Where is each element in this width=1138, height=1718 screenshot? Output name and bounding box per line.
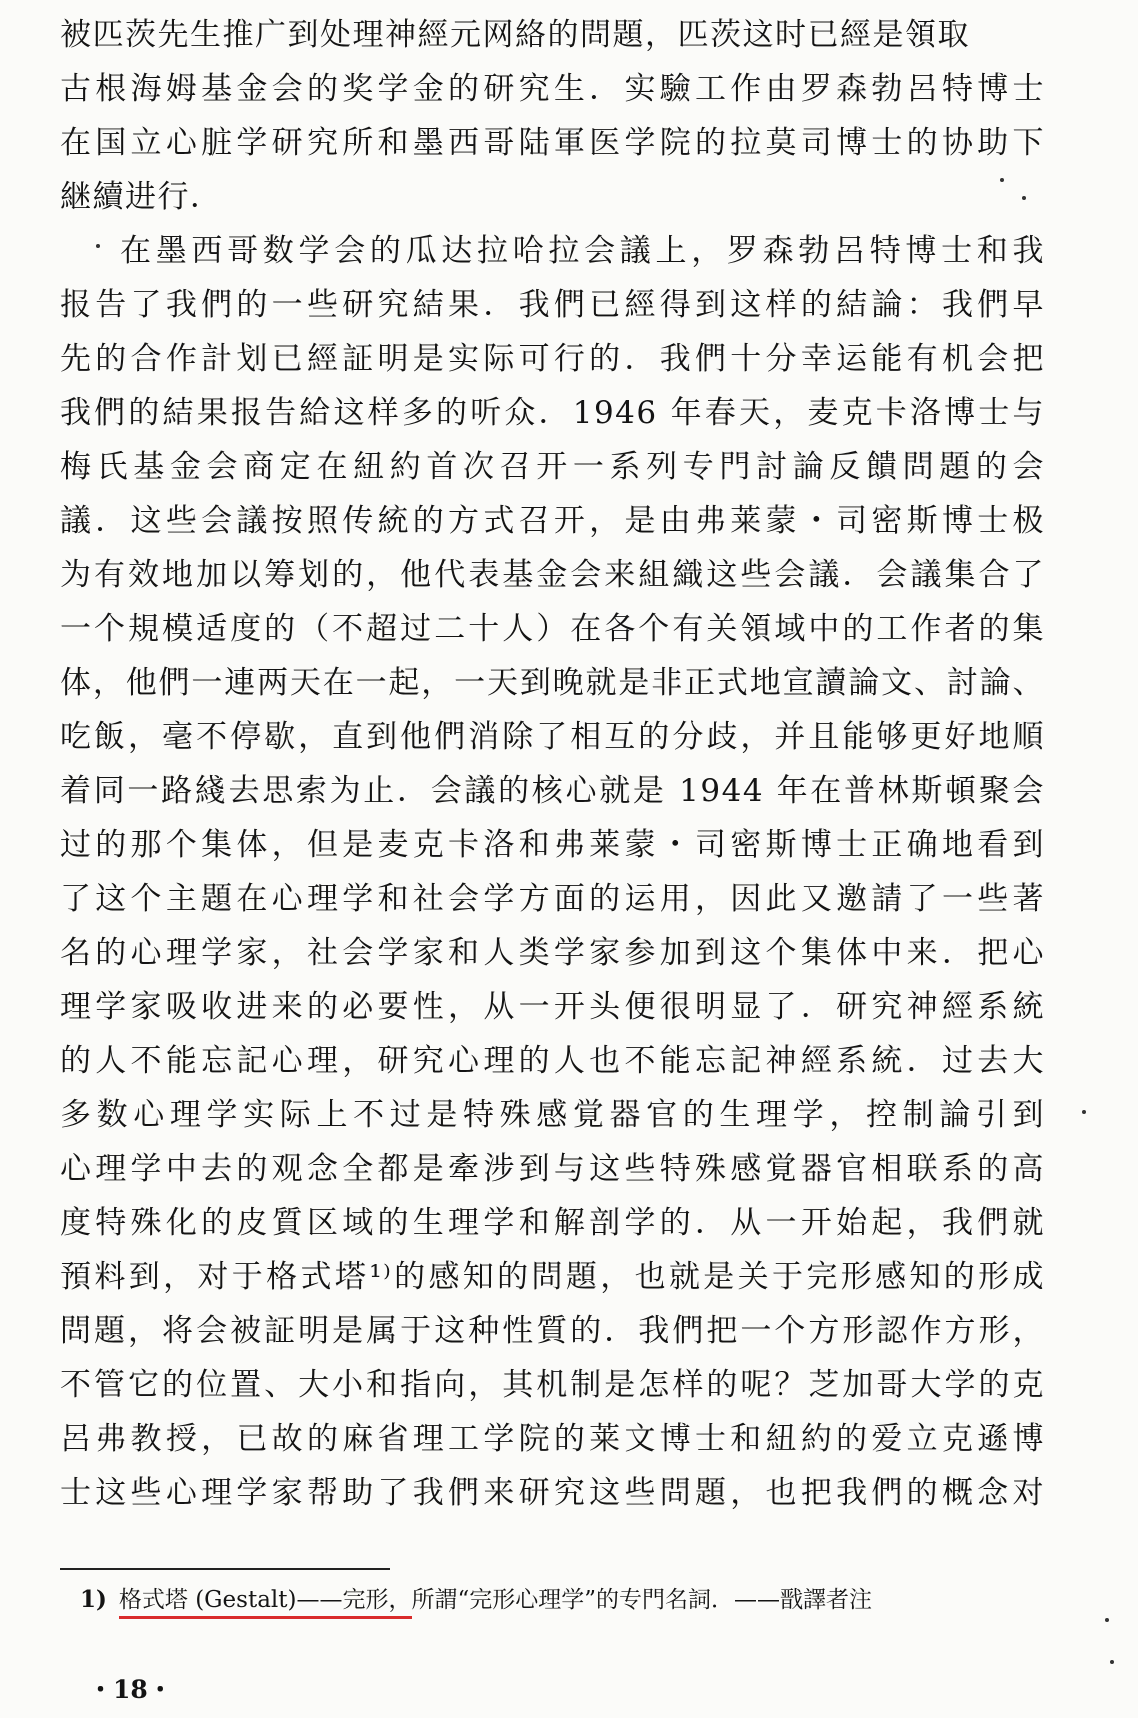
text-line: 的人不能忘記心理，研究心理的人也不能忘記神經系統．过去大 xyxy=(60,1043,1045,1079)
footnote-marker: 1) xyxy=(80,1586,107,1613)
scan-speck xyxy=(1022,196,1026,200)
footnote-term-underlined: 格式塔 (Gestalt)——完形， xyxy=(119,1584,412,1619)
text-line: 呂弗教授，已故的麻省理工学院的莱文博士和紐約的爱立克遜博 xyxy=(60,1421,1045,1457)
text-line: 度特殊化的皮質区域的生理学和解剖学的．从一开始起，我們就 xyxy=(60,1205,1045,1241)
text-line: 在墨西哥数学会的瓜达拉哈拉会議上，罗森勃呂特博士和我 xyxy=(120,233,1045,269)
text-line: 吃飯，毫不停歇，直到他們消除了相互的分歧，并且能够更好地順 xyxy=(60,719,1045,755)
text-line: 了这个主題在心理学和社会学方面的运用，因此又邀請了一些著 xyxy=(60,881,1045,917)
text-line: 多数心理学实际上不过是特殊感覚器官的生理学，控制論引到 xyxy=(60,1097,1045,1133)
text-line: 着同一路綫去思索为止．会議的核心就是 1944 年在普林斯頓聚会 xyxy=(60,773,1045,809)
text-line: 先的合作計划已經証明是实际可行的．我們十分幸运能有机会把 xyxy=(60,341,1045,377)
text-line: 一个規模适度的（不超过二十人）在各个有关領域中的工作者的集 xyxy=(60,611,1045,647)
footnote-text: 所謂“完形心理学”的专門名詞．——戬譯者注 xyxy=(411,1587,873,1613)
text-line: 被匹茨先生推广到处理神經元网絡的問題，匹茨这时已經是領取 xyxy=(60,17,970,53)
text-line: 問題，将会被証明是属于这种性質的．我們把一个方形認作方形， xyxy=(60,1313,1045,1349)
scan-speck xyxy=(1105,1618,1109,1622)
scan-speck xyxy=(96,244,100,248)
text-line: 报告了我們的一些研究結果．我們已經得到这样的結論：我們早 xyxy=(60,287,1045,323)
text-line: 我們的結果报告給这样多的听众．1946 年春天，麦克卡洛博士与 xyxy=(60,395,1045,431)
footnote-divider xyxy=(60,1568,390,1570)
scan-speck xyxy=(1000,178,1004,182)
text-line: 为有效地加以筹划的，他代表基金会来組織这些会議．会議集合了 xyxy=(60,557,1045,593)
page-number: ・18・ xyxy=(88,1675,173,1704)
text-line: 古根海姆基金会的奖学金的研究生．实驗工作由罗森勃呂特博士 xyxy=(60,71,1045,107)
text-line: 梅氏基金会商定在紐約首次召开一系列专門討論反饋問題的会 xyxy=(60,449,1045,485)
text-line: 継續进行． xyxy=(60,179,223,215)
text-line: 心理学中去的观念全都是牽涉到与这些特殊感覚器官相联系的高 xyxy=(60,1151,1045,1187)
text-line: 过的那个集体，但是麦克卡洛和弗莱蒙・司密斯博士正确地看到 xyxy=(60,827,1045,863)
scan-speck xyxy=(1082,1110,1086,1114)
text-line: 体，他們一連两天在一起，一天到晚就是非正式地宣讀論文、討論、 xyxy=(60,665,1045,701)
text-line: 士这些心理学家帮助了我們来研究这些問題，也把我們的概念对 xyxy=(60,1475,1045,1511)
text-line: 在国立心脏学研究所和墨西哥陆軍医学院的拉莫司博士的协助下 xyxy=(60,125,1045,161)
text-line: 名的心理学家，社会学家和人类学家参加到这个集体中来．把心 xyxy=(60,935,1045,971)
text-line: 理学家吸收进来的必要性，从一开头便很明显了．研究神經系統 xyxy=(60,989,1045,1025)
text-line: 議．这些会議按照传統的方式召开，是由弗莱蒙・司密斯博士极 xyxy=(60,503,1045,539)
scan-speck xyxy=(1110,1660,1114,1664)
footnote xyxy=(80,1580,1010,1620)
text-line: 不管它的位置、大小和指向，其机制是怎样的呢？芝加哥大学的克 xyxy=(60,1367,1045,1403)
text-line: 預料到，对于格式塔¹⁾的感知的問題，也就是关于完形感知的形成 xyxy=(60,1259,1045,1295)
